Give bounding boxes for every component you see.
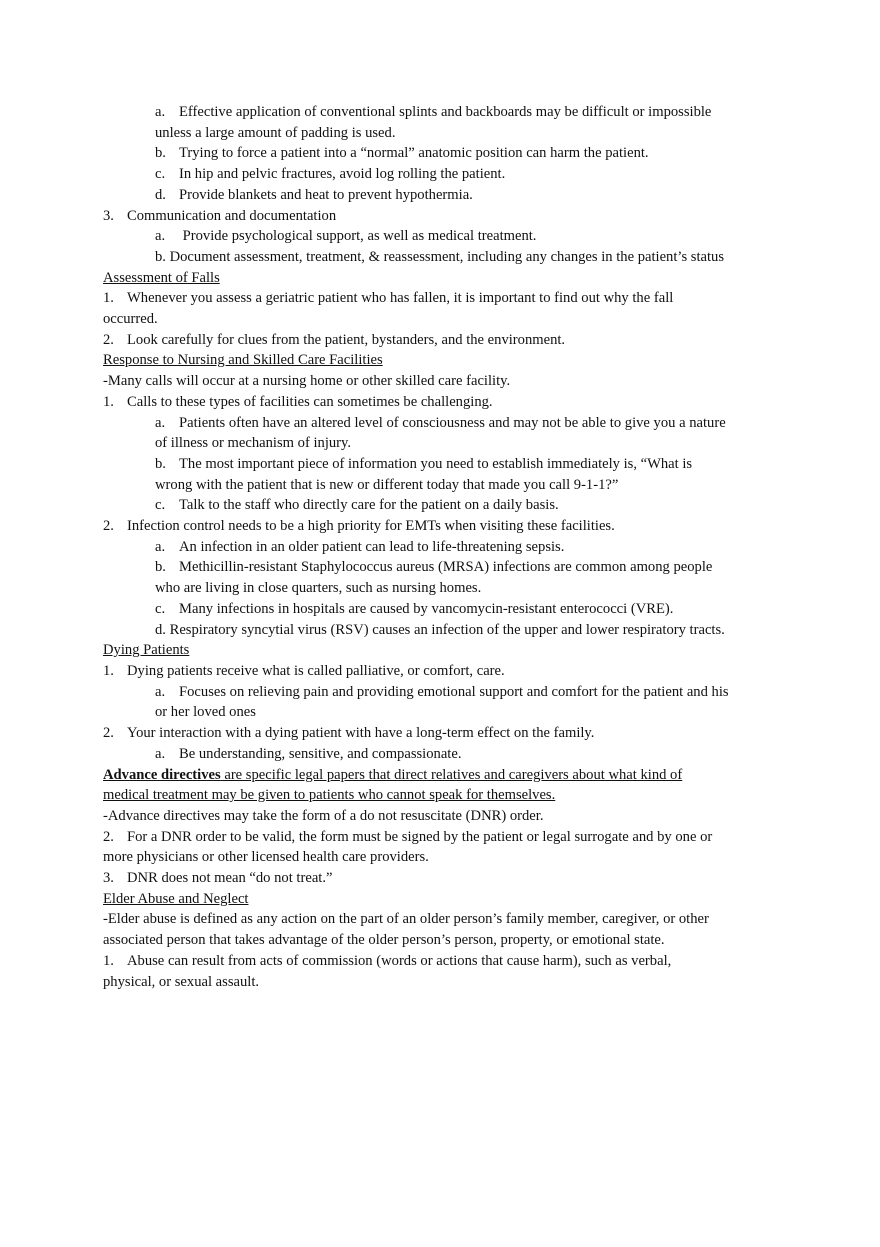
item-marker: c. [155,497,166,514]
list-item [0,744,880,765]
continuation-line: associated person that takes advantage of the older person’s person, property, or emotional state. [103,932,665,949]
item-text: For a DNR order to be valid, the form must be signed by the patient or legal surrogate and by one or [127,828,713,845]
item-marker: 3. [103,207,114,224]
section-heading-elder-abuse: Elder Abuse and Neglect [103,890,249,907]
term-bold: Advance directives [103,766,221,783]
item-marker: 1. [103,952,114,969]
item-text: Calls to these types of facilities can sometimes be challenging. [127,393,493,410]
item-marker: 3. [103,870,114,887]
intro-line: -Advance directives may take the form of a do not resuscitate (DNR) order. [103,807,544,824]
list-item: d. Respiratory syncytial virus (RSV) causes an infection of the upper and lower respiratory tracts. [155,621,725,638]
item-marker: c. [155,600,166,617]
item-text: Abuse can result from acts of commission (words or actions that cause harm), such as verbal, [127,952,672,969]
list-item [0,868,880,889]
item-marker: 2. [103,828,114,845]
intro-line: -Many calls will occur at a nursing home or other skilled care facility. [103,373,511,390]
list-item [0,951,880,972]
item-text: Whenever you assess a geriatric patient who has fallen, it is important to find out why the fall [127,290,674,307]
continuation-line: wrong with the patient that is new or different today that made you call 9-1-1?” [155,476,619,493]
continuation-line: unless a large amount of padding is used. [155,124,396,141]
continuation-line: medical treatment may be given to patients who cannot speak for themselves. [103,787,556,804]
continuation-line: physical, or sexual assault. [103,973,260,990]
item-marker: a. [155,538,166,555]
continuation-line: occurred. [103,311,158,328]
list-item [0,206,880,227]
continuation-line: of illness or mechanism of injury. [155,435,352,452]
definition-text: are specific legal papers that direct relatives and caregivers about what kind of [220,766,683,783]
item-marker: b. [155,559,166,576]
item-marker: 1. [103,393,114,410]
item-text: The most important piece of information you need to establish immediately is, “What is [179,455,693,472]
section-heading-nursing-facilities: Response to Nursing and Skilled Care Facilities [103,352,383,369]
list-item [0,226,880,247]
item-text: Focuses on relieving pain and providing emotional support and comfort for the patient and his [179,683,729,700]
item-marker: 1. [103,290,114,307]
item-marker: b. [155,145,166,162]
item-text: Provide psychological support, as well as medical treatment. [179,228,537,245]
item-marker: 2. [103,518,114,535]
item-text: In hip and pelvic fractures, avoid log rolling the patient. [179,166,506,183]
list-item [0,495,880,516]
item-text: Many infections in hospitals are caused by vancomycin-resistant enterococci (VRE). [179,600,674,617]
item-text: Infection control needs to be a high priority for EMTs when visiting these facilities. [127,518,615,535]
advance-directives-definition [0,765,880,786]
list-item [0,454,880,475]
item-marker: 2. [103,331,114,348]
item-text: Look carefully for clues from the patient, bystanders, and the environment. [127,331,566,348]
item-text: Effective application of conventional splints and backboards may be difficult or impossible [179,104,712,120]
list-item [0,288,880,309]
item-text: Be understanding, sensitive, and compassionate. [179,745,462,762]
list-item [0,516,880,537]
list-item [0,413,880,434]
list-item [0,102,880,123]
list-item [0,143,880,164]
item-marker: 2. [103,725,114,742]
item-marker: a. [155,104,166,120]
continuation-line: or her loved ones [155,704,256,721]
list-item [0,682,880,703]
item-marker: a. [155,745,166,762]
list-item [0,599,880,620]
continuation-line: who are living in close quarters, such as nursing homes. [155,580,482,597]
item-marker: 1. [103,662,114,679]
list-item [0,164,880,185]
item-text: Your interaction with a dying patient with have a long-term effect on the family. [127,725,595,742]
list-item [0,827,880,848]
list-item [0,185,880,206]
list-item [0,661,880,682]
item-marker: a. [155,414,166,431]
item-marker: b. [155,455,166,472]
item-text: DNR does not mean “do not treat.” [127,870,333,887]
item-marker: a. [155,683,166,700]
list-item [0,392,880,413]
item-text: Talk to the staff who directly care for the patient on a daily basis. [179,497,559,514]
list-item [0,557,880,578]
item-text: An infection in an older patient can lead to life-threatening sepsis. [179,538,565,555]
intro-line: -Elder abuse is defined as any action on the part of an older person’s family member, caregiver, or other [103,911,709,928]
item-text: Methicillin-resistant Staphylococcus aureus (MRSA) infections are common among people [179,559,713,576]
list-item [0,537,880,558]
item-text: Trying to force a patient into a “normal” anatomic position can harm the patient. [179,145,649,162]
list-item [0,330,880,351]
item-text: Patients often have an altered level of consciousness and may not be able to give you a nature [179,414,726,431]
item-text: Communication and documentation [127,207,337,224]
list-item [0,723,880,744]
item-marker: a. [155,228,166,245]
section-heading-assessment-of-falls: Assessment of Falls [103,269,220,286]
item-text: Provide blankets and heat to prevent hypothermia. [179,186,473,203]
continuation-line: more physicians or other licensed health care providers. [103,849,429,866]
section-heading-dying-patients: Dying Patients [103,642,190,659]
item-text: Dying patients receive what is called palliative, or comfort, care. [127,662,505,679]
item-marker: d. [155,186,166,203]
item-marker: c. [155,166,166,183]
list-item: b. Document assessment, treatment, & reassessment, including any changes in the patient’s status [155,248,725,265]
